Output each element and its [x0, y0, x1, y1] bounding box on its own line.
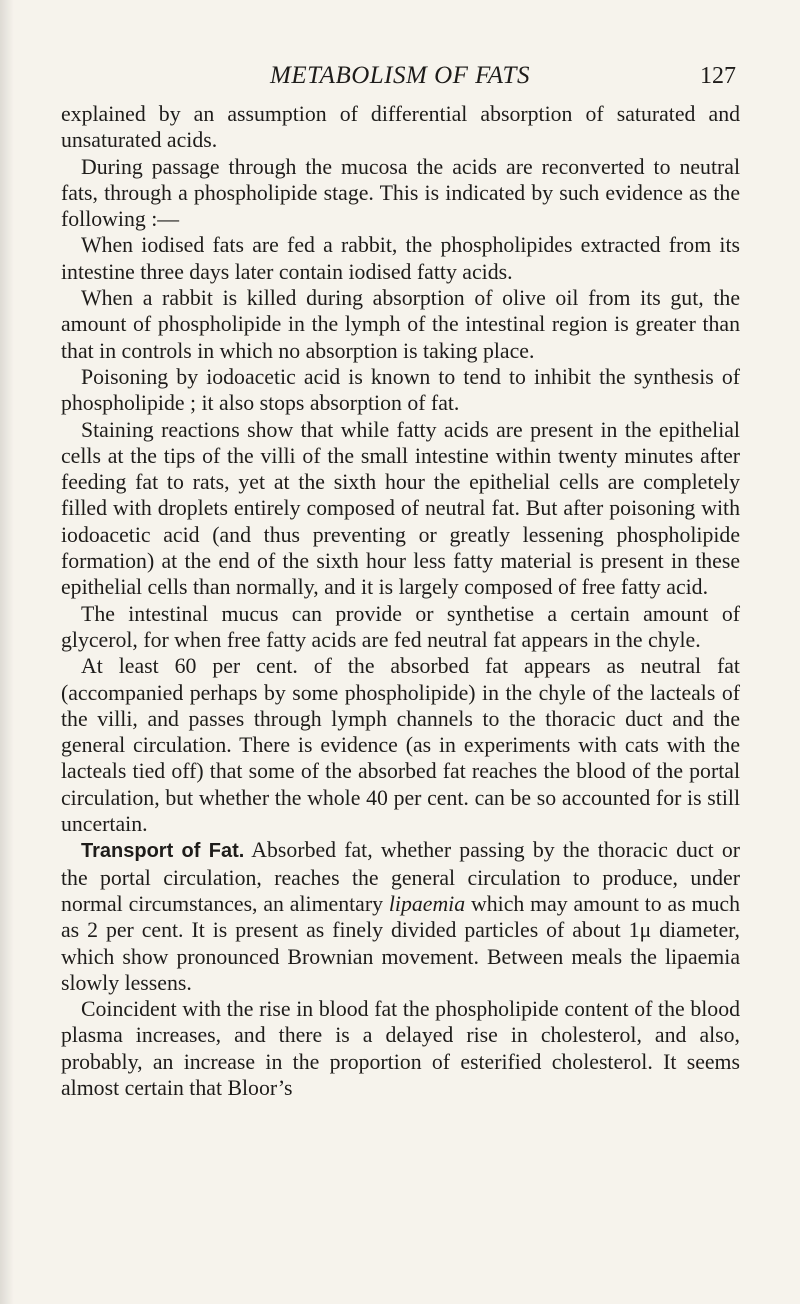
paragraph-transport-of-fat — [61, 837, 740, 996]
paragraph-olive-oil: When a rabbit is killed during absorption of olive oil from its gut, the amount of phospholipide in the lymph of the intestinal region is greater than that in controls in which no absorption is taking place. — [61, 286, 740, 363]
paragraph-blood-fat: Coincident with the rise in blood fat the phospholipide content of the blood plasma increases, and there is a delayed rise in cholesterol, and also, probably, an increase in the proportion of esterified cholesterol. It seems almost certain that Bloor’s — [61, 997, 740, 1100]
paragraph-absorbed-fat: At least 60 per cent. of the absorbed fat appears as neutral fat (accompanied perhaps by some phospholipide) in the chyle of the lacteals of the villi, and passes through lymph channels to the thoracic duct and the general circulation. There is evidence (as in experiments with cats with the lacteals tied off) that some of the absorbed fat reaches the blood of the portal circulation, but whether the whole 40 per cent. can be so accounted for is still uncertain. — [61, 654, 740, 837]
paragraph-staining-reactions: Staining reactions show that while fatty acids are present in the epithelial cells at the tips of the villi of the small intestine within twenty minutes after feeding fat to rats, yet at the sixth hour the epithelial cells are completely filled with droplets entirely composed of neutral fat. But after poisoning with iodoacetic acid (and thus preventing or greatly lessening phospholipide formation) at the end of the sixth hour less fatty material is present in these epithelial cells than normally, and it is largely composed of free fatty acid. — [61, 417, 740, 600]
paragraph-intestinal-mucus: The intestinal mucus can provide or synthetise a certain amount of glycerol, for when free fatty acids are fed neutral fat appears in the chyle. — [61, 601, 740, 652]
running-title: METABOLISM OF FATS — [270, 62, 530, 89]
italic-term: lipaemia — [388, 891, 466, 916]
paragraph-text: which may amount to as much as 2 per cent. It is present as finely divided particles of about 1μ diameter, which show pronounced Brownian movement. Between meals the lipaemia slowly lessens. — [61, 891, 740, 995]
paragraph-mucosa: During passage through the mucosa the acids are reconverted to neutral fats, through a phospholipide stage. This is indicated by such evidence as the following :— — [61, 154, 740, 232]
section-heading: Transport of Fat. — [81, 840, 245, 863]
body-text — [61, 101, 740, 1101]
paragraph-continuation: explained by an assumption of differential absorption of saturated and unsaturated acids. — [61, 102, 740, 153]
paragraph-iodised-fats: When iodised fats are fed a rabbit, the phospholipides extracted from its intestine three days later contain iodised fatty acids. — [61, 233, 740, 284]
running-head — [120, 60, 736, 92]
paragraph-iodoacetic-acid: Poisoning by iodoacetic acid is known to tend to inhibit the synthesis of phospholipide ; it also stops absorption of fat. — [61, 364, 740, 416]
binding-gutter-shadow — [0, 0, 14, 1304]
paragraph-text: Absorbed fat, whether passing by the thoracic duct or the portal circulation, reaches the general circulation to produce, under normal circumstances, an alimentary — [61, 838, 740, 916]
page-number: 127 — [700, 63, 736, 89]
